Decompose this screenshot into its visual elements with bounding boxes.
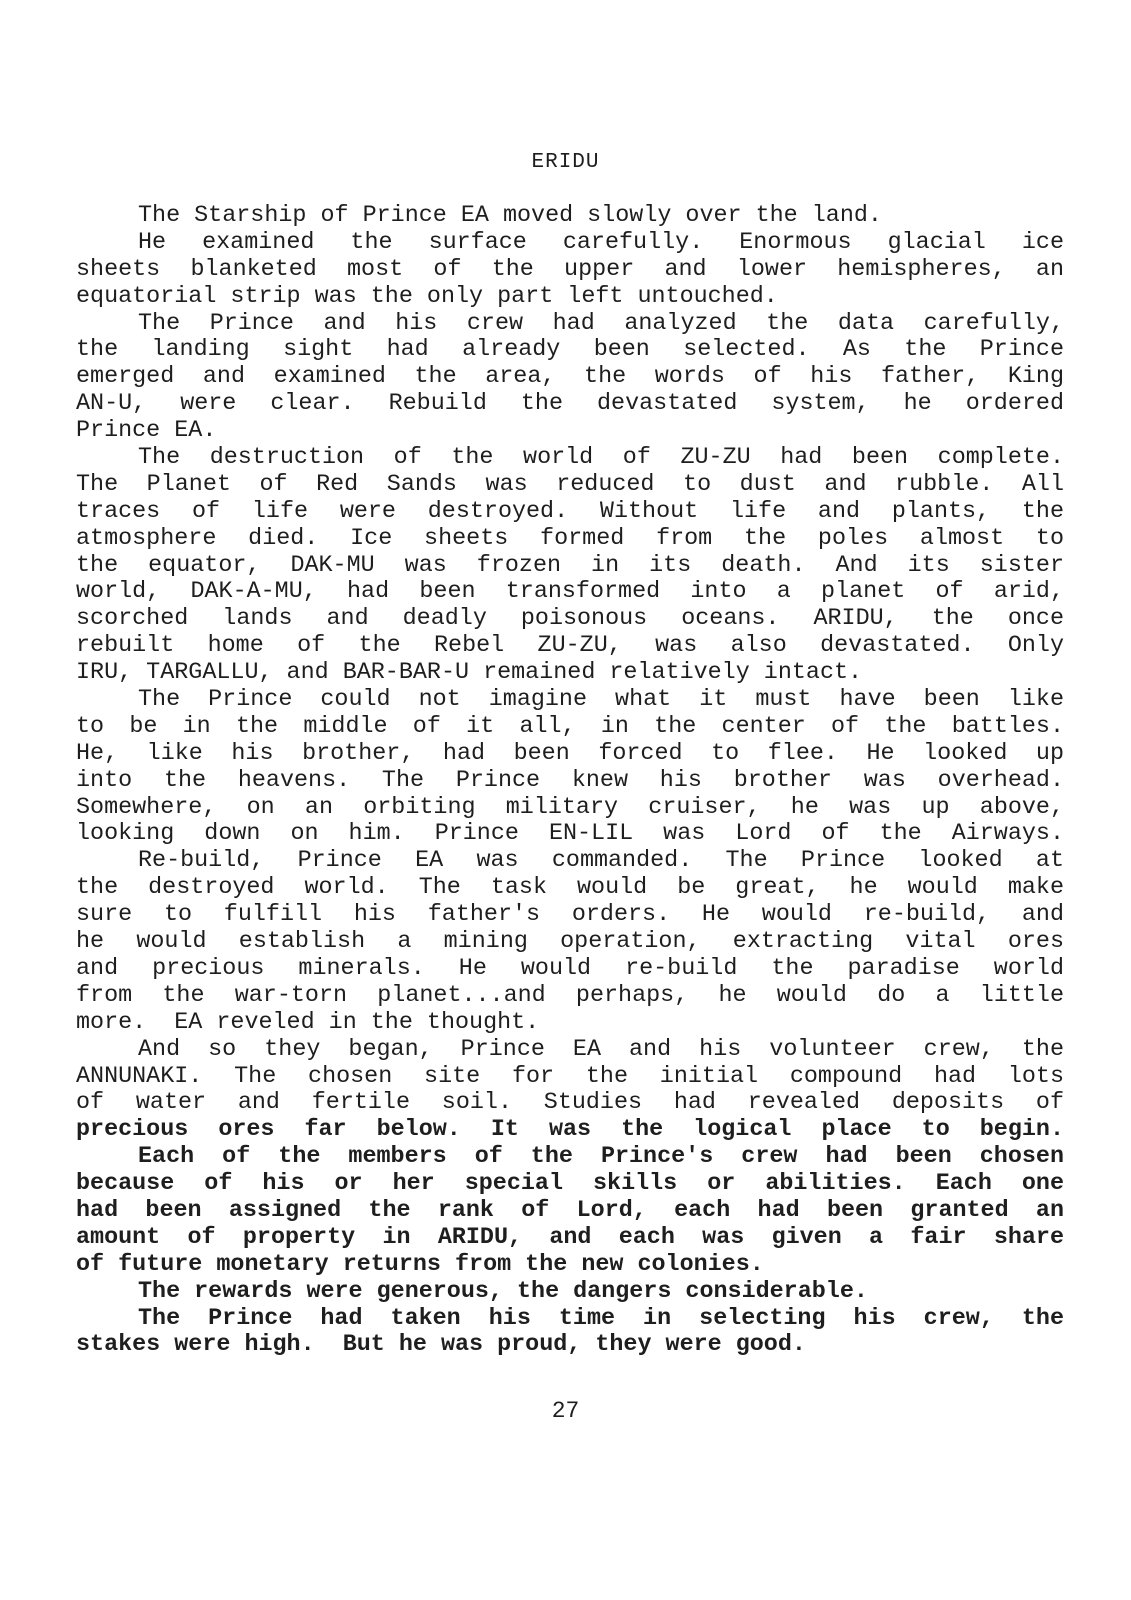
text-line: the destroyed world. The task would be great, he would make (76, 875, 1064, 902)
text-line: the landing sight had already been selected. As the Prince (76, 337, 1064, 364)
text-line: sure to fulfill his father's orders. He would re-build, and (76, 902, 1064, 929)
text-line: scorched lands and deadly poisonous oceans. ARIDU, the once (76, 606, 1064, 633)
text-line: more. EA reveled in the thought. (76, 1009, 540, 1036)
body-text (76, 203, 1064, 1359)
text-line: amount of property in ARIDU, and each was given a fair share (76, 1224, 1064, 1251)
text-line: He, like his brother, had been forced to flee. He looked up (76, 740, 1064, 767)
text-line: of water and fertile soil. Studies had revealed deposits of (76, 1090, 1064, 1117)
text-line: and precious minerals. He would re-build the paradise world (76, 955, 1064, 982)
text-line: because of his or her special skills or abilities. Each one (76, 1171, 1064, 1198)
text-line: And so they began, Prince EA and his volunteer crew, the (138, 1036, 1064, 1063)
text-line: Somewhere, on an orbiting military cruiser, he was up above, (76, 794, 1064, 821)
text-line: AN-U, were clear. Rebuild the devastated system, he ordered (76, 391, 1064, 418)
text-line: IRU, TARGALLU, and BAR-BAR-U remained relatively intact. (76, 660, 863, 687)
text-line: Re-build, Prince EA was commanded. The Prince looked at (138, 848, 1064, 875)
page-title: ERIDU (531, 151, 600, 174)
text-line: ANNUNAKI. The chosen site for the initial compound had lots (76, 1063, 1064, 1090)
text-line: emerged and examined the area, the words of his father, King (76, 364, 1064, 391)
text-line: sheets blanketed most of the upper and lower hemispheres, an (76, 256, 1064, 283)
text-line: of future monetary returns from the new colonies. (76, 1251, 764, 1278)
text-line: The Prince could not imagine what it must have been like (138, 687, 1064, 714)
text-line: Prince EA. (76, 418, 217, 445)
text-line: The destruction of the world of ZU-ZU had been complete. (138, 445, 1064, 472)
text-line: stakes were high. But he was proud, they were good. (76, 1332, 806, 1359)
page-number: 27 (551, 1398, 580, 1424)
text-line: world, DAK-A-MU, had been transformed into a planet of arid, (76, 579, 1064, 606)
text-line: Each of the members of the Prince's crew had been chosen (138, 1144, 1064, 1171)
text-line: precious ores far below. It was the logical place to begin. (76, 1117, 1064, 1144)
text-line: The Starship of Prince EA moved slowly over the land. (138, 203, 882, 229)
text-line: He examined the surface carefully. Enormous glacial ice (138, 229, 1064, 256)
text-line: equatorial strip was the only part left untouched. (76, 283, 778, 310)
text-line: traces of life were destroyed. Without life and plants, the (76, 498, 1064, 525)
text-line: The rewards were generous, the dangers considerable. (138, 1278, 868, 1305)
text-line: the equator, DAK-MU was frozen in its death. And its sister (76, 552, 1064, 579)
text-line: he would establish a mining operation, extracting vital ores (76, 929, 1064, 956)
text-line: The Planet of Red Sands was reduced to dust and rubble. All (76, 471, 1064, 498)
text-line: had been assigned the rank of Lord, each had been granted an (76, 1197, 1064, 1224)
text-line: The Prince had taken his time in selecting his crew, the (138, 1305, 1064, 1332)
text-line: atmosphere died. Ice sheets formed from the poles almost to (76, 525, 1064, 552)
text-line: to be in the middle of it all, in the center of the battles. (76, 713, 1064, 740)
text-line: The Prince and his crew had analyzed the data carefully, (138, 310, 1064, 337)
text-line: into the heavens. The Prince knew his brother was overhead. (76, 767, 1064, 794)
text-line: rebuilt home of the Rebel ZU-ZU, was also devastated. Only (76, 633, 1064, 660)
bold-passage (76, 1117, 1064, 1359)
text-line: from the war-torn planet...and perhaps, he would do a little (76, 982, 1064, 1009)
text-line: looking down on him. Prince EN-LIL was Lord of the Airways. (76, 821, 1064, 848)
